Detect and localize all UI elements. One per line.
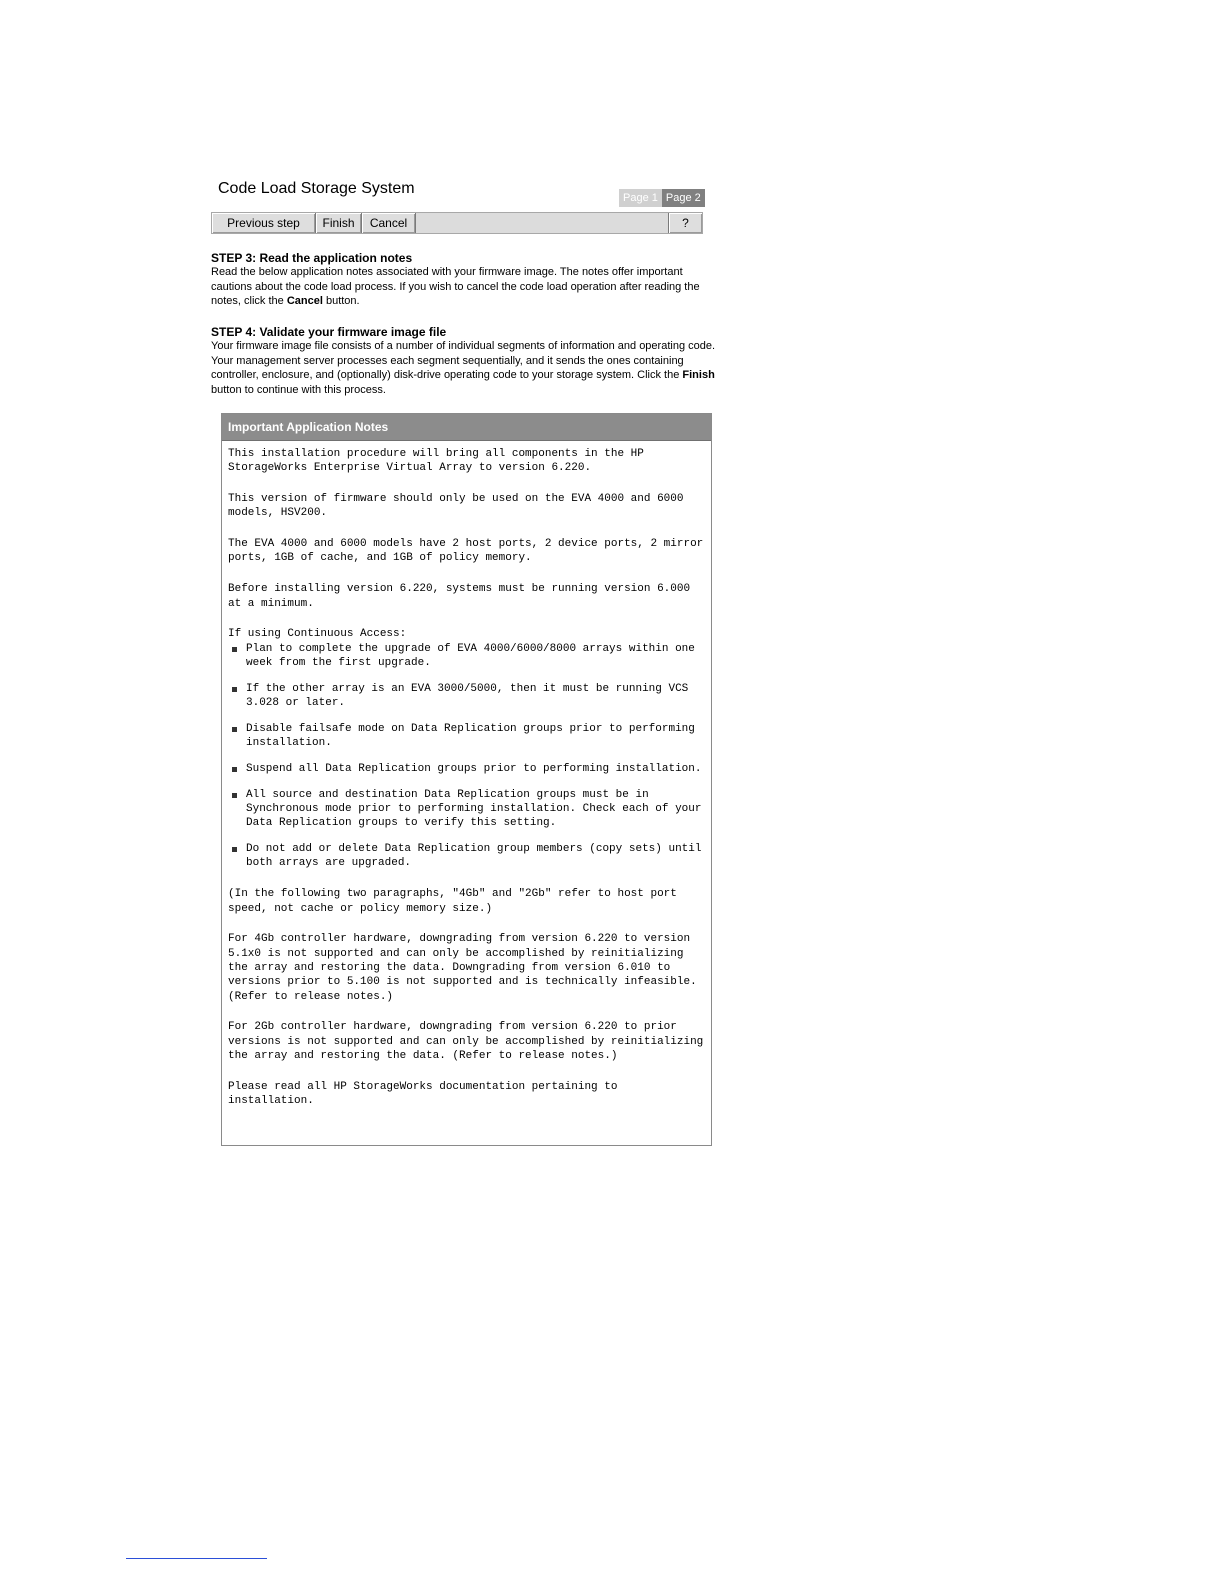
list-item: Plan to complete the upgrade of EVA 4000/6000/8000 arrays within one week from the first upgrade. [228,642,705,671]
step-3-section [211,251,721,309]
list-item: All source and destination Data Replication groups must be in Synchronous mode prior to performing installation. Check each of your Data Replication groups to verify this setting. [228,788,705,831]
note-paragraph: (In the following two paragraphs, "4Gb" and "2Gb" refer to host port speed, not cache or policy memory size.) [228,888,677,915]
tab-page-2[interactable]: Page 2 [662,189,705,207]
note-paragraph: Before installing version 6.220, systems must be running version 6.000 at a minimum. [228,583,691,610]
note-paragraph: This installation procedure will bring all components in the HP StorageWorks Enterprise Virtual Array to version 6.220. [228,448,644,475]
footnote-separator [126,1558,267,1559]
step-3-heading: STEP 3: Read the application notes [211,251,413,265]
step-4-text-bold: Finish [682,369,715,381]
application-notes-panel[interactable] [221,413,712,1146]
application-notes-body [222,441,711,1108]
help-button[interactable]: ? [668,213,702,233]
previous-step-button[interactable]: Previous step [212,213,316,233]
step-3-text-bold: Cancel [286,295,323,307]
note-paragraph: Please read all HP StorageWorks documentation pertaining to installation. [228,1080,618,1107]
note-paragraph: For 2Gb controller hardware, downgrading from version 6.220 to prior versions is not supported and can only be accomplished by reinitializing the array and restoring the data. (Refer to release notes.) [228,1021,704,1062]
note-paragraph: The EVA 4000 and 6000 models have 2 host ports, 2 device ports, 2 mirror ports, 1GB of cache, and 1GB of policy memory. [228,538,704,565]
toolbar-spacer [416,213,668,233]
application-notes-header: Important Application Notes [222,414,711,441]
cancel-button[interactable]: Cancel [362,213,416,233]
continuous-access-list [228,642,705,871]
page-title: Code Load Storage System [218,180,415,197]
step-4-heading: STEP 4: Validate your firmware image file [211,325,447,339]
step-4-text-end: button to continue with this process. [211,383,386,396]
list-item: Suspend all Data Replication groups prior to performing installation. [228,762,705,776]
note-paragraph: This version of firmware should only be used on the EVA 4000 and 6000 models, HSV200. [228,493,684,520]
list-item: If the other array is an EVA 3000/5000, then it must be running VCS 3.028 or later. [228,682,705,711]
step-3-text-part: Read the below application notes associated with your firmware image. The notes offer important cautions about the code load process. If you wish to cancel the code load operation after reading the notes, click the [211,266,700,307]
toolbar [211,212,703,234]
finish-button[interactable]: Finish [316,213,362,233]
step-3-text [211,265,721,309]
step-4-text-part: Your firmware image file consists of a number of individual segments of information and operating code. Your management server processes each segment sequentially, and it sends the ones containing controller, enclosure, and (optionally) disk-drive operating code to your storage system. Click the [211,340,716,381]
note-paragraph: For 4Gb controller hardware, downgrading from version 6.220 to version 5.1x0 is not supported and can only be accomplished by reinitializing the array and restoring the data. Downgrading from version 6.010 to versions prior to 5.100 is not supported and is technically infeasible. (Refer to release notes.) [228,933,697,1003]
step-4-section [211,325,721,397]
step-3-text-end: button. [322,295,360,307]
continuous-access-intro: If using Continuous Access: [228,628,407,641]
list-item: Do not add or delete Data Replication group members (copy sets) until both arrays are upgraded. [228,842,705,871]
step-4-text [211,339,721,397]
page-tabs [619,189,705,207]
list-item: Disable failsafe mode on Data Replication groups prior to performing installation. [228,722,705,751]
tab-page-1[interactable]: Page 1 [619,189,662,207]
